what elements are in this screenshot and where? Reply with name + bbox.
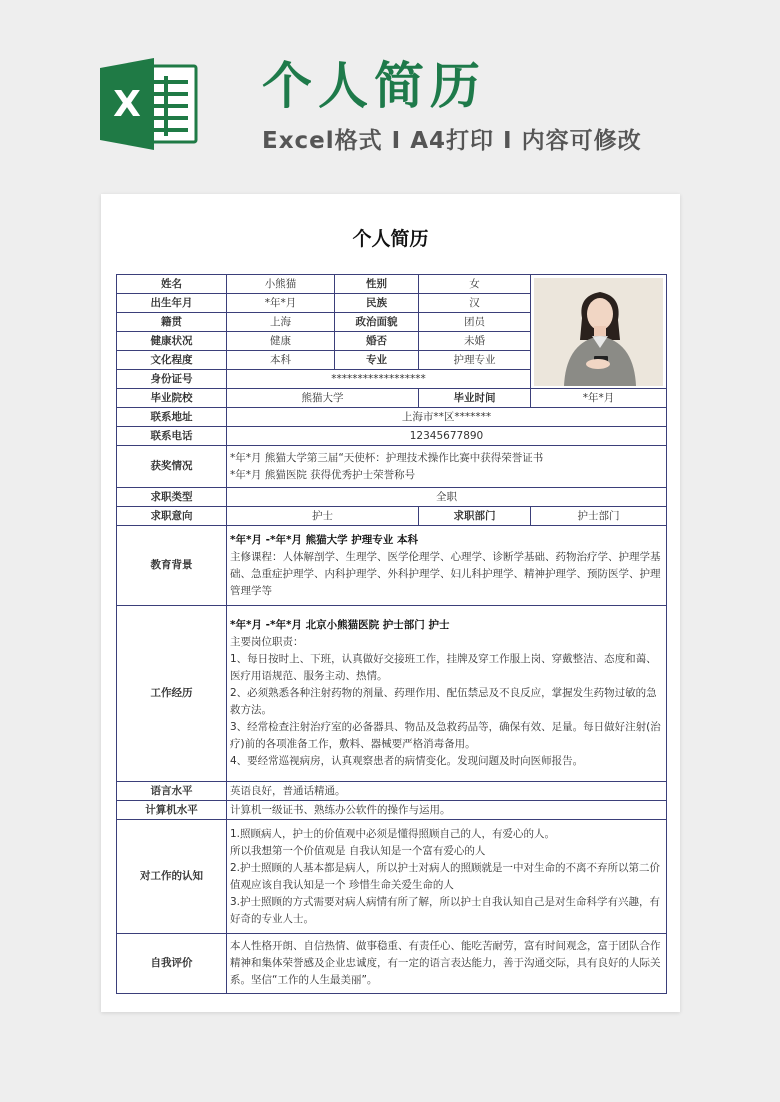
address-value: 上海市**区******* <box>227 408 667 427</box>
work-experience-label: 工作经历 <box>117 606 227 782</box>
resume-paper <box>101 194 680 1012</box>
table-row <box>117 408 667 427</box>
gender-label: 性别 <box>335 275 419 294</box>
table-row <box>117 782 667 801</box>
table-row <box>117 507 667 526</box>
award-item: *年*月 熊猫大学第三届“天使杯：护理技术操作比赛中获得荣誉证书 <box>230 451 544 464</box>
work-line: 2、必须熟悉各种注射药物的剂量、药理作用、配伍禁忌及不良反应，掌握发生药物过敏的急救方法。 <box>230 687 657 716</box>
work-line: 3、经常检查注射治疗室的必备器具、物品及急救药品等，确保有效、足量。每日做好注射(治疗)前的各项准备工作，敷料、器械要严格消毒备用。 <box>230 721 661 750</box>
health-value: 健康 <box>227 332 335 351</box>
major-label: 专业 <box>335 351 419 370</box>
table-row <box>117 488 667 507</box>
ethnicity-label: 民族 <box>335 294 419 313</box>
graduation-value: *年*月 <box>531 389 667 408</box>
document-title: 个人简历 <box>352 228 429 250</box>
work-view-line: 1.照顾病人，护士的价值观中必须是懂得照顾自己的人，有爱心的人。 <box>230 827 556 840</box>
work-view-line: 2.护士照顾的人基本都是病人，所以护士对病人的照顾就是一中对生命的不离不弃所以第二价值观应该自我认知是一个 珍惜生命关爱生命的人 <box>230 861 661 891</box>
award-item: *年*月 熊猫医院 获得优秀护士荣誉称号 <box>230 468 416 481</box>
job-type-label: 求职类型 <box>117 488 227 507</box>
job-type-value: 全职 <box>227 488 667 507</box>
hometown-value: 上海 <box>227 313 335 332</box>
birth-value: *年*月 <box>227 294 335 313</box>
work-heading: *年*月 -*年*月 北京小熊猫医院 护士部门 护士 <box>230 619 450 631</box>
education-level-label: 文化程度 <box>117 351 227 370</box>
table-row <box>117 275 667 294</box>
table-row <box>117 427 667 446</box>
phone-label: 联系电话 <box>117 427 227 446</box>
awards-label: 获奖情况 <box>117 446 227 488</box>
excel-icon <box>100 58 198 150</box>
table-row <box>117 934 667 994</box>
table-row <box>117 801 667 820</box>
header-banner <box>0 0 780 190</box>
school-label: 毕业院校 <box>117 389 227 408</box>
education-heading: *年*月 -*年*月 熊猫大学 护理专业 本科 <box>230 533 418 546</box>
awards-value <box>227 446 667 488</box>
resume-table <box>116 274 667 994</box>
health-label: 健康状况 <box>117 332 227 351</box>
table-row <box>117 526 667 606</box>
hometown-label: 籍贯 <box>117 313 227 332</box>
work-line: 主要岗位职责： <box>230 636 304 648</box>
school-value: 熊猫大学 <box>227 389 419 408</box>
banner-title: 个人简历 <box>262 57 486 115</box>
gender-value: 女 <box>419 275 531 294</box>
education-background-value <box>227 526 667 606</box>
work-view-line: 3.护士照顾的方式需要对病人病情有所了解，所以护士自我认知自己是对生命科学有兴趣，有好奇的专业人士。 <box>230 895 661 925</box>
id-value: ****************** <box>227 370 531 389</box>
name-value: 小熊猫 <box>227 275 335 294</box>
address-label: 联系地址 <box>117 408 227 427</box>
birth-label: 出生年月 <box>117 294 227 313</box>
job-intent-value: 护士 <box>227 507 419 526</box>
computer-value: 计算机一级证书、熟练办公软件的操作与运用。 <box>227 801 667 820</box>
work-experience-value <box>227 606 667 782</box>
self-evaluation-value: 本人性格开朗、自信热情、做事稳重、有责任心、能吃苦耐劳，富有时间观念，富于团队合作精神和集体荣誉感及企业忠诚度，有一定的语言表达能力，善于沟通交际，具有良好的人际关系。坚信“工作的人生最美丽”。 <box>227 934 667 994</box>
photo-cell <box>531 275 667 389</box>
job-department-label: 求职部门 <box>419 507 531 526</box>
major-value: 护理专业 <box>419 351 531 370</box>
work-line: 1、每日按时上、下班，认真做好交接班工作，挂牌及穿工作服上岗、穿戴整洁、态度和蔼、医疗用语规范、服务主动、热情。 <box>230 653 657 682</box>
education-courses: 主修课程：人体解剖学、生理学、医学伦理学、心理学、诊断学基础、药物治疗学、护理学基础、急重症护理学、内科护理学、外科护理学、妇儿科护理学、精神护理学、预防医学、护理管理学等 <box>230 550 661 597</box>
politics-value: 团员 <box>419 313 531 332</box>
education-background-label: 教育背景 <box>117 526 227 606</box>
table-row <box>117 389 667 408</box>
banner-subtitle: Excel格式 I A4打印 I 内容可修改 <box>262 128 642 154</box>
work-line: 4、要经常巡视病房，认真观察患者的病情变化。发现问题及时向医师报告。 <box>230 755 584 767</box>
table-row <box>117 820 667 934</box>
profile-photo <box>534 278 663 386</box>
work-view-value <box>227 820 667 934</box>
work-view-line: 所以我想第一个价值观是 自我认知是一个富有爱心的人 <box>230 844 486 857</box>
excel-icon-letter: X <box>113 84 141 125</box>
table-row <box>117 446 667 488</box>
self-evaluation-label: 自我评价 <box>117 934 227 994</box>
work-view-label: 对工作的认知 <box>117 820 227 934</box>
politics-label: 政治面貌 <box>335 313 419 332</box>
computer-label: 计算机水平 <box>117 801 227 820</box>
graduation-label: 毕业时间 <box>419 389 531 408</box>
language-value: 英语良好，普通话精通。 <box>227 782 667 801</box>
marital-label: 婚否 <box>335 332 419 351</box>
education-level-value: 本科 <box>227 351 335 370</box>
name-label: 姓名 <box>117 275 227 294</box>
job-department-value: 护士部门 <box>531 507 667 526</box>
job-intent-label: 求职意向 <box>117 507 227 526</box>
ethnicity-value: 汉 <box>419 294 531 313</box>
marital-value: 未婚 <box>419 332 531 351</box>
table-row <box>117 606 667 782</box>
language-label: 语言水平 <box>117 782 227 801</box>
phone-value: 12345677890 <box>227 427 667 446</box>
id-label: 身份证号 <box>117 370 227 389</box>
